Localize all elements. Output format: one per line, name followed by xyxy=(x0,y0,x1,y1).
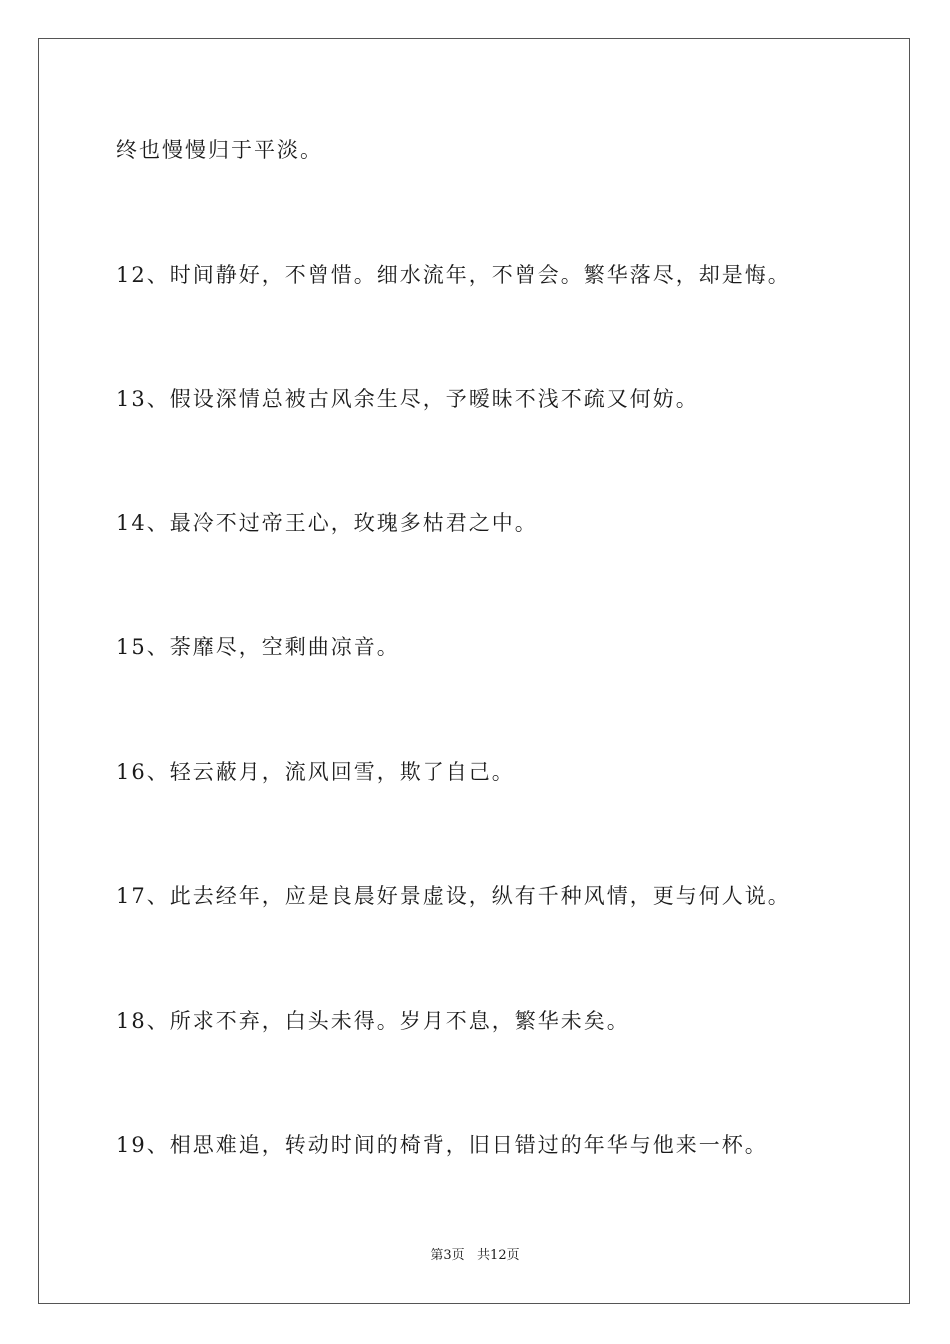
text-line: 14、最冷不过帝王心，玫瑰多枯君之中。 xyxy=(116,511,538,535)
text-line: 12、时间静好，不曾惜。细水流年，不曾会。繁华落尽，却是悔。 xyxy=(116,263,791,287)
page-frame xyxy=(38,38,910,1304)
page-number-footer: 第3页 共12页 xyxy=(430,1248,520,1263)
text-line: 15、荼靡尽，空剩曲凉音。 xyxy=(116,635,400,659)
text-line: 终也慢慢归于平淡。 xyxy=(116,138,323,162)
text-line: 19、相思难追，转动时间的椅背，旧日错过的年华与他来一杯。 xyxy=(116,1133,768,1157)
text-line: 18、所求不弃，白头未得。岁月不息，繁华未矣。 xyxy=(116,1009,630,1033)
text-line: 16、轻云蔽月，流风回雪，欺了自己。 xyxy=(116,760,515,784)
text-line: 17、此去经年，应是良晨好景虚设，纵有千种风情，更与何人说。 xyxy=(116,884,791,908)
text-line: 13、假设深情总被古风余生尽，予暧昧不浅不疏又何妨。 xyxy=(116,387,699,411)
